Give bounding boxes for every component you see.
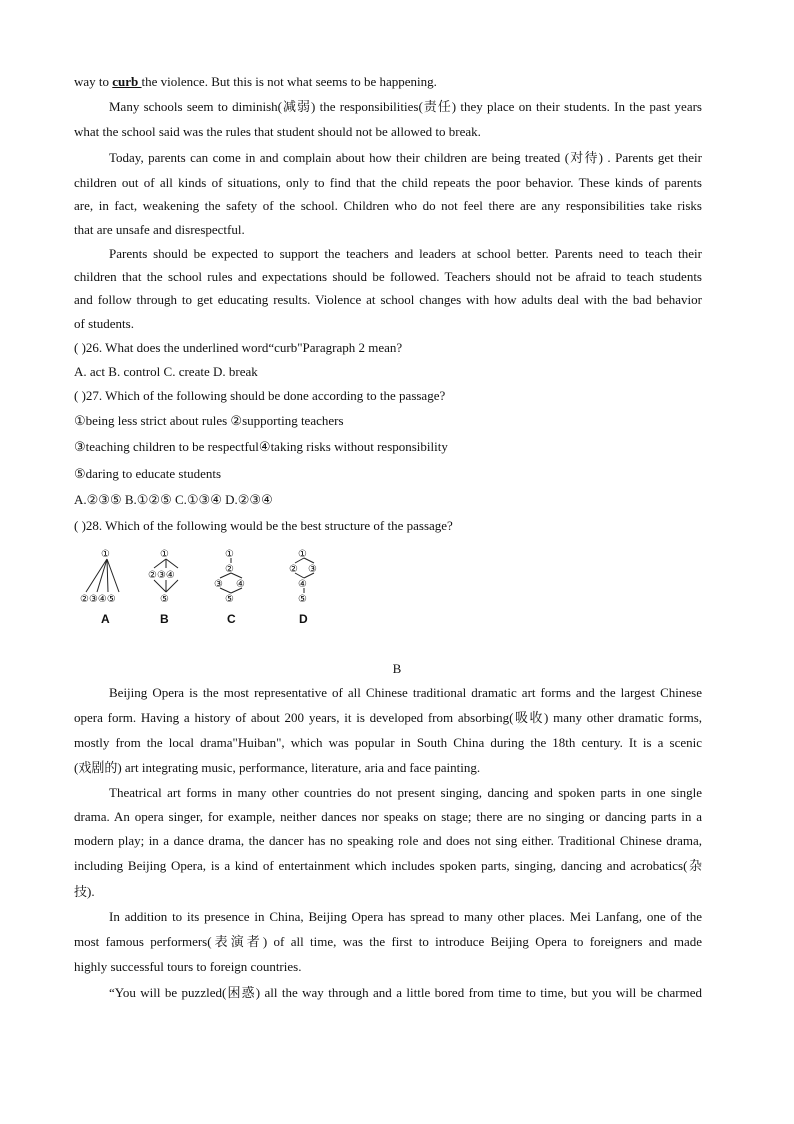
- diagram-label-a: A: [101, 612, 110, 626]
- passage-line: (戏剧的) art integrating music, performance, literature, aria and face painting.: [74, 760, 481, 775]
- passage-line: Today, parents can come in and complain about how their children are being treated (对待) . Parents get their: [109, 150, 702, 165]
- passage-line: children out of all kinds of situations, only to find that the child repeats the poor behavior. These kinds of parents: [74, 175, 702, 190]
- passage-line: Beijing Opera is the most representative of all Chinese traditional dramatic art forms and the largest Chinese: [109, 685, 702, 700]
- passage-line: children that the school rules and expectations should be followed. Teachers should not be afraid to teach students: [74, 269, 702, 284]
- diagram-a-node: ①: [101, 549, 110, 560]
- underlined-word-curb: curb: [112, 74, 142, 89]
- diagram-label-b: B: [160, 612, 169, 626]
- diagram-label-d: D: [299, 612, 308, 626]
- passage-line: are, in fact, weakening the safety of the school. Children who do not feel there are any responsibilities take risks: [74, 198, 702, 213]
- passage-line: modern play; in a dance drama, the dancer has no speaking role and does not sing either. Traditional Chinese drama,: [74, 833, 702, 848]
- passage-line: mostly from the local drama"Huiban", which was popular in South China during the 18th century. It is a scenic: [74, 735, 702, 750]
- diagram-b-node: ⑤: [160, 594, 169, 605]
- passage-line: including Beijing Opera, is a kind of entertainment which includes spoken parts, singing, dancing and acrobatics(杂: [74, 858, 702, 873]
- passage-line: highly successful tours to foreign countries.: [74, 959, 302, 974]
- diagram-a-node: ②③④⑤: [80, 594, 116, 605]
- question-27-item: ①being less strict about rules ②supporting teachers: [74, 413, 344, 428]
- passage-line: that are unsafe and disrespectful.: [74, 222, 245, 237]
- diagram-d-node: ⑤: [298, 594, 307, 605]
- question-27-options: A.②③⑤ B.①②⑤ C.①③④ D.②③④: [74, 492, 273, 507]
- diagram-d-node: ④: [298, 579, 307, 590]
- diagram-c-node: ③: [214, 579, 223, 590]
- passage-line: what the school said was the rules that student should not be allowed to break.: [74, 124, 481, 139]
- question-27: ( )27. Which of the following should be done according to the passage?: [74, 388, 446, 403]
- question-26: ( )26. What does the underlined word“curb"Paragraph 2 mean?: [74, 340, 403, 355]
- diagram-d-node: ②: [289, 564, 298, 575]
- passage-line: 技).: [74, 884, 95, 899]
- diagram-a-lines: [86, 559, 119, 592]
- passage-line: [74, 74, 437, 90]
- diagram-c-node: ④: [236, 579, 245, 590]
- structure-diagrams: [74, 544, 334, 628]
- section-heading: B: [392, 661, 402, 676]
- diagram-d-node: ①: [298, 549, 307, 560]
- passage-line: “You will be puzzled(困惑) all the way through and a little bored from time to time, but you will be charmed: [109, 985, 702, 1000]
- question-27-item: ③teaching children to be respectful④taking risks without responsibility: [74, 439, 448, 454]
- diagram-c-node: ②: [225, 564, 234, 575]
- question-27-item: ⑤daring to educate students: [74, 466, 222, 481]
- passage-line: opera form. Having a history of about 200 years, it is developed from absorbing(吸收) many other dramatic forms,: [74, 710, 702, 725]
- question-26-options: A. act B. control C. create D. break: [74, 364, 258, 379]
- passage-line: Many schools seem to diminish(减弱) the responsibilities(责任) they place on their students. In the past years: [109, 99, 702, 114]
- passage-line: most famous performers(表演者) of all time, was the first to introduce Beijing Opera to foreigners and made: [74, 934, 702, 949]
- diagram-b-node: ①: [160, 549, 169, 560]
- diagram-c-node: ①: [225, 549, 234, 560]
- text: way to: [74, 74, 113, 89]
- diagram-b-node: ②③④: [148, 570, 175, 581]
- passage-line: In addition to its presence in China, Beijing Opera has spread to many other places. Mei Lanfang, one of the: [109, 909, 702, 924]
- passage-line: of students.: [74, 316, 134, 331]
- diagram-d-node: ③: [308, 564, 317, 575]
- passage-line: Parents should be expected to support the teachers and leaders at school better. Parents need to teach their: [109, 246, 702, 261]
- diagram-label-c: C: [227, 612, 236, 626]
- passage-line: Theatrical art forms in many other countries do not present singing, dancing and spoken parts in one single: [109, 785, 702, 800]
- question-28: ( )28. Which of the following would be the best structure of the passage?: [74, 518, 453, 533]
- text: the violence. But this is not what seems to be happening.: [141, 74, 437, 89]
- passage-line: drama. An opera singer, for example, neither dances nor speaks on stage; there are no singing or dancing parts in a: [74, 809, 702, 824]
- diagram-c-node: ⑤: [225, 594, 234, 605]
- passage-line: and follow through to get educating results. Violence at school changes with how adults deal with the bad behavior: [74, 292, 702, 307]
